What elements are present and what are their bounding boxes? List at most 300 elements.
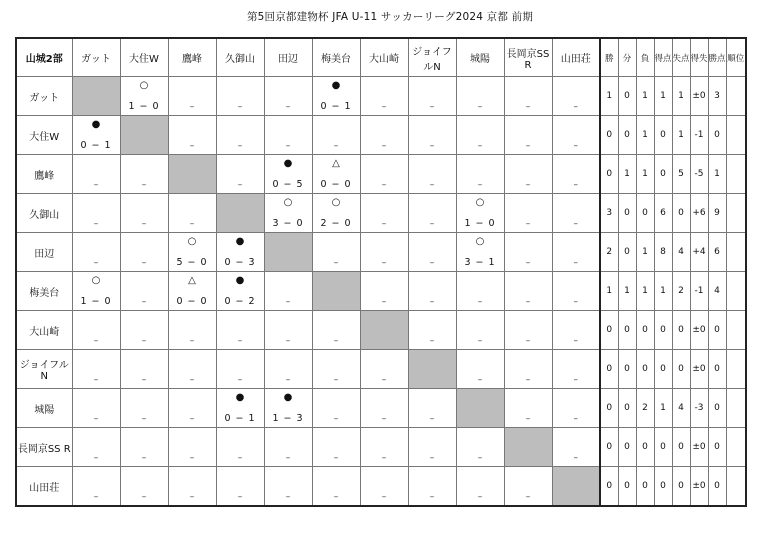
table-row: [16, 194, 746, 233]
stat-cell: 4: [708, 272, 726, 311]
stat-cell: 0: [618, 311, 636, 350]
match-cell: [72, 116, 120, 155]
match-score: 5 − 0: [176, 257, 208, 268]
stat-cell: [726, 233, 746, 272]
league-standings-table: [15, 37, 747, 507]
stat-cell: [726, 389, 746, 428]
stat-cell: 0: [600, 428, 618, 467]
match-cell: [408, 233, 456, 272]
unplayed-dash: –: [237, 141, 243, 151]
result-symbol: ○: [91, 275, 101, 286]
table-row: [16, 467, 746, 507]
match-cell: [72, 194, 120, 233]
match-cell: [552, 233, 600, 272]
stat-cell: 0: [636, 194, 654, 233]
match-cell: [312, 194, 360, 233]
match-cell: [456, 233, 504, 272]
stat-cell: [726, 467, 746, 507]
unplayed-dash: –: [93, 258, 99, 268]
unplayed-dash: –: [381, 219, 387, 229]
stat-cell: +6: [690, 194, 708, 233]
column-header-team: 大住W: [120, 38, 168, 77]
stat-cell: 0: [654, 428, 672, 467]
table-row: [16, 389, 746, 428]
unplayed-dash: –: [525, 375, 531, 385]
stat-cell: [726, 428, 746, 467]
stat-cell: 0: [600, 467, 618, 507]
column-header-team: 長岡京SS R: [504, 38, 552, 77]
column-header-stat: 負: [636, 38, 654, 77]
match-score: 0 − 1: [320, 101, 352, 112]
match-cell: [456, 467, 504, 507]
unplayed-dash: –: [477, 180, 483, 190]
unplayed-dash: –: [525, 141, 531, 151]
unplayed-dash: –: [429, 336, 435, 346]
match-cell: [312, 350, 360, 389]
stat-cell: 1: [636, 116, 654, 155]
unplayed-dash: –: [93, 219, 99, 229]
unplayed-dash: –: [381, 141, 387, 151]
result-symbol: ○: [331, 197, 341, 208]
match-score: 0 − 0: [176, 296, 208, 307]
self-match-cell: [312, 272, 360, 311]
match-cell: [168, 194, 216, 233]
match-cell: [456, 272, 504, 311]
match-cell: [72, 428, 120, 467]
self-match-cell: [72, 77, 120, 116]
row-header-team: ジョイフルN: [16, 350, 72, 389]
stat-cell: [726, 194, 746, 233]
unplayed-dash: –: [285, 297, 291, 307]
unplayed-dash: –: [333, 141, 339, 151]
unplayed-dash: –: [525, 297, 531, 307]
match-cell: [72, 389, 120, 428]
match-cell: [312, 467, 360, 507]
unplayed-dash: –: [381, 297, 387, 307]
stat-cell: 0: [708, 116, 726, 155]
stat-cell: 0: [600, 350, 618, 389]
unplayed-dash: –: [285, 102, 291, 112]
column-header-stat: 勝点: [708, 38, 726, 77]
match-cell: [360, 389, 408, 428]
self-match-cell: [504, 428, 552, 467]
unplayed-dash: –: [189, 375, 195, 385]
table-row: [16, 233, 746, 272]
stat-cell: 1: [600, 272, 618, 311]
unplayed-dash: –: [573, 336, 578, 346]
stat-cell: [726, 155, 746, 194]
stat-cell: 3: [708, 77, 726, 116]
stat-cell: 0: [708, 389, 726, 428]
stat-cell: 0: [618, 116, 636, 155]
result-symbol: ●: [235, 392, 245, 403]
unplayed-dash: –: [237, 102, 243, 112]
stat-cell: 0: [672, 467, 690, 507]
stat-cell: 0: [600, 116, 618, 155]
column-header-stat: 順位: [726, 38, 746, 77]
match-cell: [408, 272, 456, 311]
stat-cell: 0: [636, 350, 654, 389]
unplayed-dash: –: [189, 219, 195, 229]
match-score: 0 − 5: [272, 179, 304, 190]
stat-cell: 0: [618, 194, 636, 233]
unplayed-dash: –: [477, 336, 483, 346]
unplayed-dash: –: [525, 492, 531, 502]
unplayed-dash: –: [573, 258, 578, 268]
column-header-team: 梅美台: [312, 38, 360, 77]
unplayed-dash: –: [381, 414, 387, 424]
stat-cell: 0: [618, 428, 636, 467]
result-symbol: ●: [91, 119, 101, 130]
match-cell: [168, 467, 216, 507]
stat-cell: -3: [690, 389, 708, 428]
unplayed-dash: –: [429, 219, 435, 229]
unplayed-dash: –: [525, 336, 531, 346]
match-cell: [456, 77, 504, 116]
unplayed-dash: –: [333, 492, 339, 502]
match-cell: [120, 467, 168, 507]
unplayed-dash: –: [189, 336, 195, 346]
table-row: [16, 428, 746, 467]
match-cell: [216, 77, 264, 116]
self-match-cell: [552, 467, 600, 507]
match-cell: [504, 155, 552, 194]
unplayed-dash: –: [381, 492, 387, 502]
stat-cell: -5: [690, 155, 708, 194]
stat-cell: 0: [672, 194, 690, 233]
column-header-team: 城陽: [456, 38, 504, 77]
row-header-team: 大住W: [16, 116, 72, 155]
stat-cell: 0: [672, 311, 690, 350]
match-score: 1 − 0: [128, 101, 160, 112]
unplayed-dash: –: [573, 219, 578, 229]
match-cell: [264, 389, 312, 428]
unplayed-dash: –: [237, 375, 243, 385]
match-cell: [120, 155, 168, 194]
match-cell: [408, 116, 456, 155]
match-cell: [312, 155, 360, 194]
row-header-team: 田辺: [16, 233, 72, 272]
match-cell: [264, 467, 312, 507]
result-symbol: △: [332, 158, 340, 169]
stat-cell: ±0: [690, 428, 708, 467]
match-cell: [504, 116, 552, 155]
match-cell: [456, 350, 504, 389]
stat-cell: 0: [636, 467, 654, 507]
match-cell: [504, 233, 552, 272]
unplayed-dash: –: [141, 453, 147, 463]
match-cell: [360, 350, 408, 389]
match-cell: [360, 155, 408, 194]
match-cell: [120, 233, 168, 272]
unplayed-dash: –: [573, 180, 578, 190]
stat-cell: 1: [636, 77, 654, 116]
unplayed-dash: –: [93, 375, 99, 385]
stat-cell: 1: [672, 116, 690, 155]
match-cell: [408, 428, 456, 467]
match-cell: [408, 389, 456, 428]
match-cell: [264, 272, 312, 311]
match-cell: [552, 350, 600, 389]
match-cell: [120, 77, 168, 116]
unplayed-dash: –: [189, 102, 195, 112]
match-cell: [216, 116, 264, 155]
match-cell: [216, 233, 264, 272]
table-row: [16, 116, 746, 155]
table-row: [16, 77, 746, 116]
match-cell: [264, 428, 312, 467]
unplayed-dash: –: [477, 453, 483, 463]
match-cell: [264, 155, 312, 194]
match-cell: [456, 155, 504, 194]
unplayed-dash: –: [573, 375, 578, 385]
match-cell: [72, 155, 120, 194]
match-cell: [216, 155, 264, 194]
match-cell: [72, 467, 120, 507]
match-cell: [120, 389, 168, 428]
unplayed-dash: –: [333, 375, 339, 385]
match-cell: [216, 272, 264, 311]
column-header-team: 久御山: [216, 38, 264, 77]
unplayed-dash: –: [429, 414, 435, 424]
column-header-stat: 分: [618, 38, 636, 77]
stat-cell: 0: [636, 311, 654, 350]
row-header-team: 久御山: [16, 194, 72, 233]
match-cell: [408, 467, 456, 507]
match-cell: [216, 467, 264, 507]
stat-cell: 0: [636, 428, 654, 467]
stat-cell: 0: [618, 233, 636, 272]
stat-cell: ±0: [690, 311, 708, 350]
match-cell: [264, 194, 312, 233]
unplayed-dash: –: [429, 258, 435, 268]
column-header-stat: 得点: [654, 38, 672, 77]
match-cell: [552, 272, 600, 311]
stat-cell: 0: [708, 350, 726, 389]
match-cell: [456, 194, 504, 233]
stat-cell: 0: [618, 467, 636, 507]
column-header-team: 大山崎: [360, 38, 408, 77]
match-cell: [408, 311, 456, 350]
unplayed-dash: –: [477, 492, 483, 502]
page-title: 第5回京都建物杯 JFA U-11 サッカーリーグ2024 京都 前期: [246, 11, 534, 23]
match-score: 0 − 1: [224, 413, 256, 424]
stat-cell: ±0: [690, 350, 708, 389]
unplayed-dash: –: [381, 453, 387, 463]
column-header-team: 山田荘: [552, 38, 600, 77]
match-cell: [168, 389, 216, 428]
unplayed-dash: –: [141, 297, 147, 307]
row-header-team: 大山崎: [16, 311, 72, 350]
self-match-cell: [408, 350, 456, 389]
stat-cell: 1: [618, 272, 636, 311]
match-score: 1 − 0: [80, 296, 112, 307]
unplayed-dash: –: [381, 258, 387, 268]
stat-cell: 0: [654, 350, 672, 389]
match-cell: [264, 350, 312, 389]
self-match-cell: [456, 389, 504, 428]
match-score: 1 − 0: [464, 218, 496, 229]
unplayed-dash: –: [573, 414, 578, 424]
match-score: 1 − 3: [272, 413, 304, 424]
unplayed-dash: –: [381, 375, 387, 385]
unplayed-dash: –: [573, 102, 578, 112]
unplayed-dash: –: [93, 336, 99, 346]
match-cell: [312, 116, 360, 155]
self-match-cell: [120, 116, 168, 155]
stat-cell: 0: [672, 350, 690, 389]
match-cell: [312, 233, 360, 272]
match-cell: [168, 272, 216, 311]
unplayed-dash: –: [573, 297, 578, 307]
unplayed-dash: –: [333, 414, 339, 424]
stat-cell: 0: [600, 389, 618, 428]
match-cell: [504, 272, 552, 311]
stat-cell: 0: [708, 311, 726, 350]
stat-cell: 1: [636, 155, 654, 194]
column-header-stat: 失点: [672, 38, 690, 77]
unplayed-dash: –: [141, 258, 147, 268]
unplayed-dash: –: [477, 141, 483, 151]
stat-cell: ±0: [690, 467, 708, 507]
match-cell: [72, 272, 120, 311]
match-cell: [120, 194, 168, 233]
stat-cell: 1: [654, 389, 672, 428]
match-cell: [504, 311, 552, 350]
self-match-cell: [168, 155, 216, 194]
match-cell: [264, 116, 312, 155]
match-score: 3 − 0: [272, 218, 304, 229]
unplayed-dash: –: [429, 180, 435, 190]
unplayed-dash: –: [141, 219, 147, 229]
stat-cell: 1: [654, 272, 672, 311]
result-symbol: ○: [139, 80, 149, 91]
match-cell: [360, 194, 408, 233]
self-match-cell: [264, 233, 312, 272]
stat-cell: [726, 116, 746, 155]
unplayed-dash: –: [285, 492, 291, 502]
stat-cell: 5: [672, 155, 690, 194]
stat-cell: 1: [618, 155, 636, 194]
column-header-stat: 得失: [690, 38, 708, 77]
result-symbol: ●: [235, 236, 245, 247]
unplayed-dash: –: [333, 258, 339, 268]
match-cell: [216, 428, 264, 467]
unplayed-dash: –: [525, 180, 531, 190]
unplayed-dash: –: [285, 453, 291, 463]
match-cell: [552, 311, 600, 350]
unplayed-dash: –: [141, 414, 147, 424]
stat-cell: 0: [654, 116, 672, 155]
stat-cell: [726, 77, 746, 116]
stat-cell: [726, 350, 746, 389]
result-symbol: ●: [283, 158, 293, 169]
match-cell: [456, 116, 504, 155]
table-row: [16, 155, 746, 194]
stat-cell: 0: [618, 77, 636, 116]
unplayed-dash: –: [189, 414, 195, 424]
match-cell: [552, 194, 600, 233]
stat-cell: 9: [708, 194, 726, 233]
stat-cell: [726, 272, 746, 311]
match-score: 3 − 1: [464, 257, 496, 268]
stat-cell: -1: [690, 116, 708, 155]
match-score: 0 − 3: [224, 257, 256, 268]
stat-cell: 0: [654, 155, 672, 194]
row-header-team: 城陽: [16, 389, 72, 428]
match-cell: [312, 77, 360, 116]
unplayed-dash: –: [285, 375, 291, 385]
unplayed-dash: –: [381, 180, 387, 190]
stat-cell: 0: [708, 467, 726, 507]
unplayed-dash: –: [237, 180, 243, 190]
self-match-cell: [360, 311, 408, 350]
match-cell: [120, 272, 168, 311]
stat-cell: 0: [654, 311, 672, 350]
unplayed-dash: –: [525, 258, 531, 268]
match-cell: [504, 194, 552, 233]
unplayed-dash: –: [285, 336, 291, 346]
result-symbol: ○: [475, 197, 485, 208]
match-cell: [360, 428, 408, 467]
stat-cell: 1: [708, 155, 726, 194]
stat-cell: 6: [654, 194, 672, 233]
unplayed-dash: –: [141, 336, 147, 346]
match-score: 0 − 2: [224, 296, 256, 307]
match-cell: [264, 77, 312, 116]
unplayed-dash: –: [93, 180, 99, 190]
stat-cell: 0: [618, 389, 636, 428]
unplayed-dash: –: [237, 336, 243, 346]
match-cell: [72, 233, 120, 272]
match-score: 2 − 0: [320, 218, 352, 229]
stat-cell: 6: [708, 233, 726, 272]
unplayed-dash: –: [429, 453, 435, 463]
stat-cell: 2: [672, 272, 690, 311]
stat-cell: 0: [618, 350, 636, 389]
result-symbol: ○: [283, 197, 293, 208]
match-cell: [216, 350, 264, 389]
table-row: [16, 350, 746, 389]
match-cell: [120, 311, 168, 350]
unplayed-dash: –: [429, 297, 435, 307]
match-cell: [120, 428, 168, 467]
match-cell: [504, 467, 552, 507]
match-cell: [456, 311, 504, 350]
group-label: 山城2部: [16, 38, 72, 77]
match-cell: [72, 350, 120, 389]
result-symbol: ●: [283, 392, 293, 403]
match-cell: [312, 311, 360, 350]
column-header-team: 鷹峰: [168, 38, 216, 77]
header-row: [16, 38, 746, 77]
unplayed-dash: –: [189, 453, 195, 463]
stat-cell: 8: [654, 233, 672, 272]
match-cell: [168, 77, 216, 116]
unplayed-dash: –: [141, 492, 147, 502]
match-cell: [168, 116, 216, 155]
unplayed-dash: –: [237, 453, 243, 463]
stat-cell: +4: [690, 233, 708, 272]
row-header-team: 長岡京SS R: [16, 428, 72, 467]
match-cell: [168, 428, 216, 467]
match-cell: [312, 389, 360, 428]
unplayed-dash: –: [189, 141, 195, 151]
stat-cell: 3: [600, 194, 618, 233]
column-header-team: ジョイフルN: [408, 38, 456, 77]
result-symbol: △: [188, 275, 196, 286]
match-cell: [168, 233, 216, 272]
